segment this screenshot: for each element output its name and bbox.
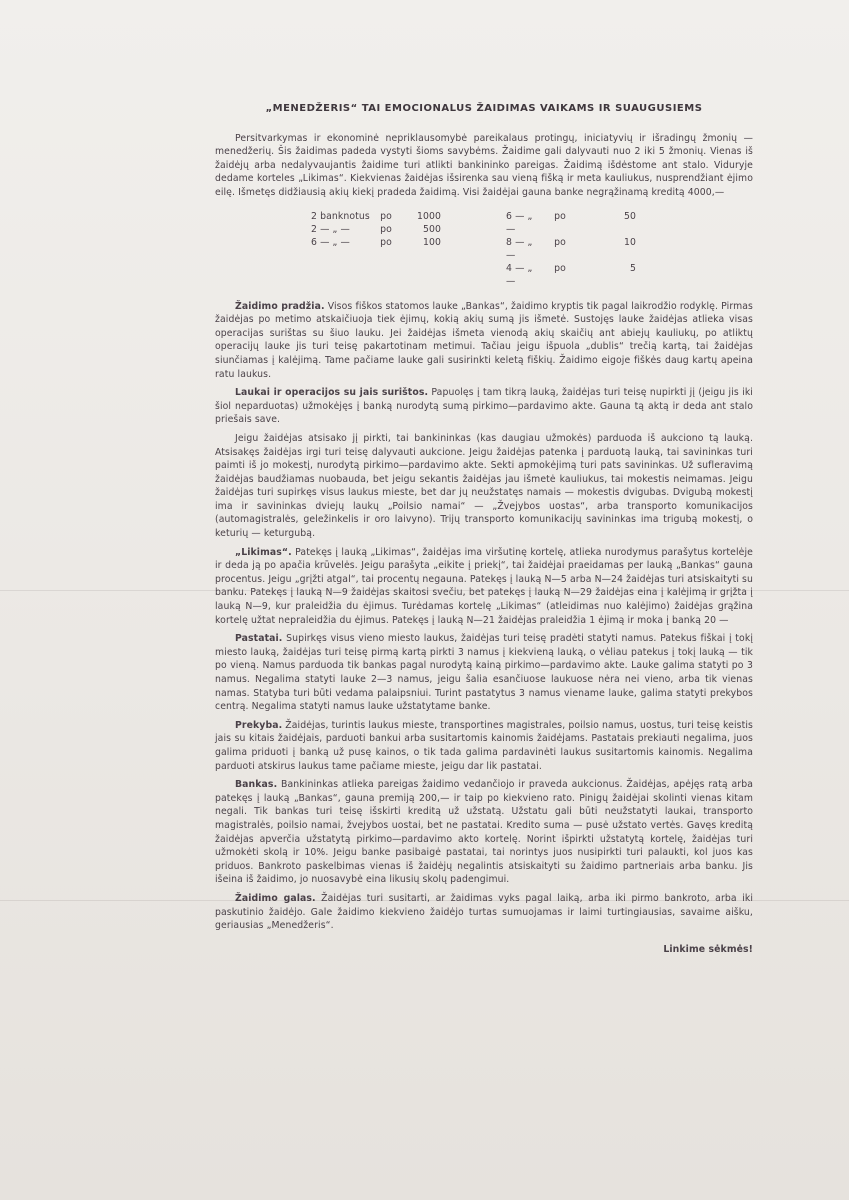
section-bank: Bankas. Bankininkas atlieka pareigas žaidimo vedančiojo ir praveda aukcionus. Žaidėjas, apėjęs ratą arba patekęs į lauką „Bankas“, gauna premiją 200,— ir taip po kiekvieno rato. Pinigų žaidėjai skolinti vienas kitam negali. Tik bankas turi teisę išskirti kreditą už užstatą. Užstatu gali būti neužstatyti laukai, transporto magistralės, poilsio namai, žvejybos uostai, bet ne pastatai. Kredito suma — pusė užstato vertės. Gavęs kreditą žaidėjas apverčia užstatytą pirkimo—pardavimo akto kortelę. Norint išpirkti užstatytą kortelę, žaidėjas turi užmokėti skolą ir 10%. Jeigu banke pasibaigė pastatai, tai norintys juos nusipirkti turi palaukti, kol juos kas priduos. Bankroto paskelbimas vienas iš žaidėjų negalintis atsiskaityti su žaidimo partneriais arba banku. Jis išeina iš žaidimo, jo nuosavybė eina likusių skolų padengimui. [215,779,753,886]
banknote-column-left [311,210,441,288]
banknote-row: 2 — „ — po 500 [311,223,441,235]
document-content [215,94,753,956]
closing-wish: Linkime sėkmės! [663,943,753,955]
section-trade: Prekyba. Žaidėjas, turintis laukus mieste, transportines magistrales, poilsio namus, uostus, turi teisę keistis jais su kitais žaidėjais, parduoti bankui arba susitartomis kainomis žaidėjams. Pastatais prekiauti negalima, juos galima priduoti į banką už pusę kainos, o tik tada galima pardavinėti laukus susitartomis kainomis. Negalima parduoti atskirus laukus tame pačiame mieste, jeigu dar lik pastatai. [215,719,753,772]
document-title: „MENEDŽERIS“ TAI EMOCIONALUS ŽAIDIMAS VAIKAMS IR SUAUGUSIEMS [265,103,703,114]
section-fields-continued: Jeigu žaidėjas atsisako jį pirkti, tai bankininkas (kas daugiau užmokės) parduoda iš aukciono tą lauką. Atsisakęs žaidėjas irgi turi teisę dalyvauti aukcione. Jeigu žaidėjas patenka į parduotą lauką, tai savininkas turi paimti iš jo mokestį, nurodytą pirkimo—pardavimo akte. Sekti apmokėjimą turi pats savininkas. Už sufleravimą žaidėjas baudžiamas nuobauda, bet jeigu sekantis žaidėjas jau išmetė kauliukus, tai mokestis neimamas. Jeigu žaidėjas turi supirkęs visus laukus mieste, bet dar jų neužstatęs namais — mokestis dvigubas. Dvigubą mokestį ima ir savininkas dviejų laukų „Poilsio namai“ — „Žvejybos uostas“, arba transporto komunikacijos (automagistralės, geležinkelis ir oro laivyno). Trijų transporto komunikacijų savininkas ima trigubą mokestį, o keturių — keturgubą. [215,432,753,540]
banknote-row: 8 — „ — po 10 [506,236,636,261]
banknote-row: 4 — „ — po 5 [506,262,636,287]
banknote-row: 2 banknotus po 1000 [311,210,441,222]
banknote-column-right [506,210,636,288]
section-fate: „Likimas“. Patekęs į lauką „Likimas“, žaidėjas ima viršutinę kortelę, atlieka nurodymus parašytus kortelėje ir deda ją po apačia krūvelės. Jeigu parašyta „eikite į priekį“, tai žaidėjai praeidamas per lauką „Bankas“ gauna procentus. Jeigu „grįžti atgal“, tai procentų negauna. Patekęs į lauką N—5 arba N—24 žaidėjas turi atsiskaityti su banku. Patekęs į lauką N—9 žaidėjas skaitosi svečiu, bet patekęs į lauką N—29 žaidėjas eina į kalėjimą ir grįžta į lauką N—9, kur praleidžia du ėjimus. Turėdamas kortelę „Likimas“ (atleidimas nuo kalėjimo) žaidėjas grąžina kortelę užtat nepraleidžia du ėjimus. Patekęs į lauką N—21 žaidėjas praleidžia 1 ėjimą ir moka į banką 20 — [215,546,753,626]
section-buildings: Pastatai. Supirkęs visus vieno miesto laukus, žaidėjas turi teisę pradėti statyti namus. Patekus fiškai į tokį miesto lauką, žaidėjas turi teisę pirmą kartą pirkti 3 namus į kiekvieną lauką, o vėliau patekus į tokį lauką — tik po vieną. Namus parduoda tik bankas pagal nurodytą kainą pirkimo—pardavimo akte. Lauke galima statyti po 3 namus. Negalima statyti lauke 2—3 namus, jeigu šalia esančiuose laukuose nėra nei vieno, arba tik vienas namas. Statyba turi būti vedama palaipsniui. Turint pastatytus 3 namus viename lauke, galima statyti prekybos centrą. Negalima statyti namus lauke užstatytame banke. [215,633,753,713]
banknote-row: 6 — „ — po 100 [311,236,441,248]
intro-paragraph: Persitvarkymas ir ekonominė nepriklausomybė pareikalaus protingų, iniciatyvių ir išradingų žmonių — menedžerių. Šis žaidimas padeda vystyti šioms savybėms. Žaidime gali dalyvauti nuo 2 iki 5 žmonių. Vienas iš žaidėjų arba nedalyvaujantis žaidime turi atlikti bankininko pareigas. Žaidimą išdėstome ant stalo. Viduryje dedame korteles „Likimas“. Kiekvienas žaidėjas išsirenka sau vieną fišką ir meta kauliukus, nusprendžiant ėjimo eilę. Išmetęs didžiausią akių kiekį pradeda žaidimą. Visi žaidėjai gauna banke negrąžinamą kreditą 4000,— [215,132,753,198]
section-end: Žaidimo galas. Žaidėjas turi susitarti, ar žaidimas vyks pagal laiką, arba iki pirmo bankroto, arba iki paskutinio žaidėjo. Gale žaidimo kiekvieno žaidėjo turtas sumuojamas ir laimi turtingiausias, savaime aišku, geriausias „Menedžeris“. [215,892,753,932]
section-start: Žaidimo pradžia. Visos fiškos statomos lauke „Bankas“, žaidimo kryptis tik pagal laikrodžio rodyklę. Pirmas žaidėjas po metimo atskaičiuoja tiek ėjimų, kokią akių sumą jis išmetė. Sustojęs lauke žaidėjas atlieka visas operacijas surištas su šiuo lauku. Jei žaidėjas išmeta vienodą akių skaičių ant abiejų kauliukų, po atliktų operacijų lauke jis turi teisę pakartotinam metimui. Tačiau jeigu išpuola „dublis“ trečią kartą, tai žaidėjas siunčiamas į kalėjimą. Tame pačiame lauke gali susirinkti keletą fiškių. Žaidimo eigoje fiškės daug kartų apeina ratu laukus. [215,300,753,380]
section-fields: Laukai ir operacijos su jais surištos. Papuolęs į tam tikrą lauką, žaidėjas turi teisę nupirkti jį (jeigu jis iki šiol neparduotas) užmokėjęs į banką nurodytą sumą pirkimo—pardavimo akte. Gauna tą aktą ir deda ant stalo priešais save. [215,387,753,426]
banknote-table [311,210,753,288]
banknote-row: 6 — „ — po 50 [506,210,636,235]
